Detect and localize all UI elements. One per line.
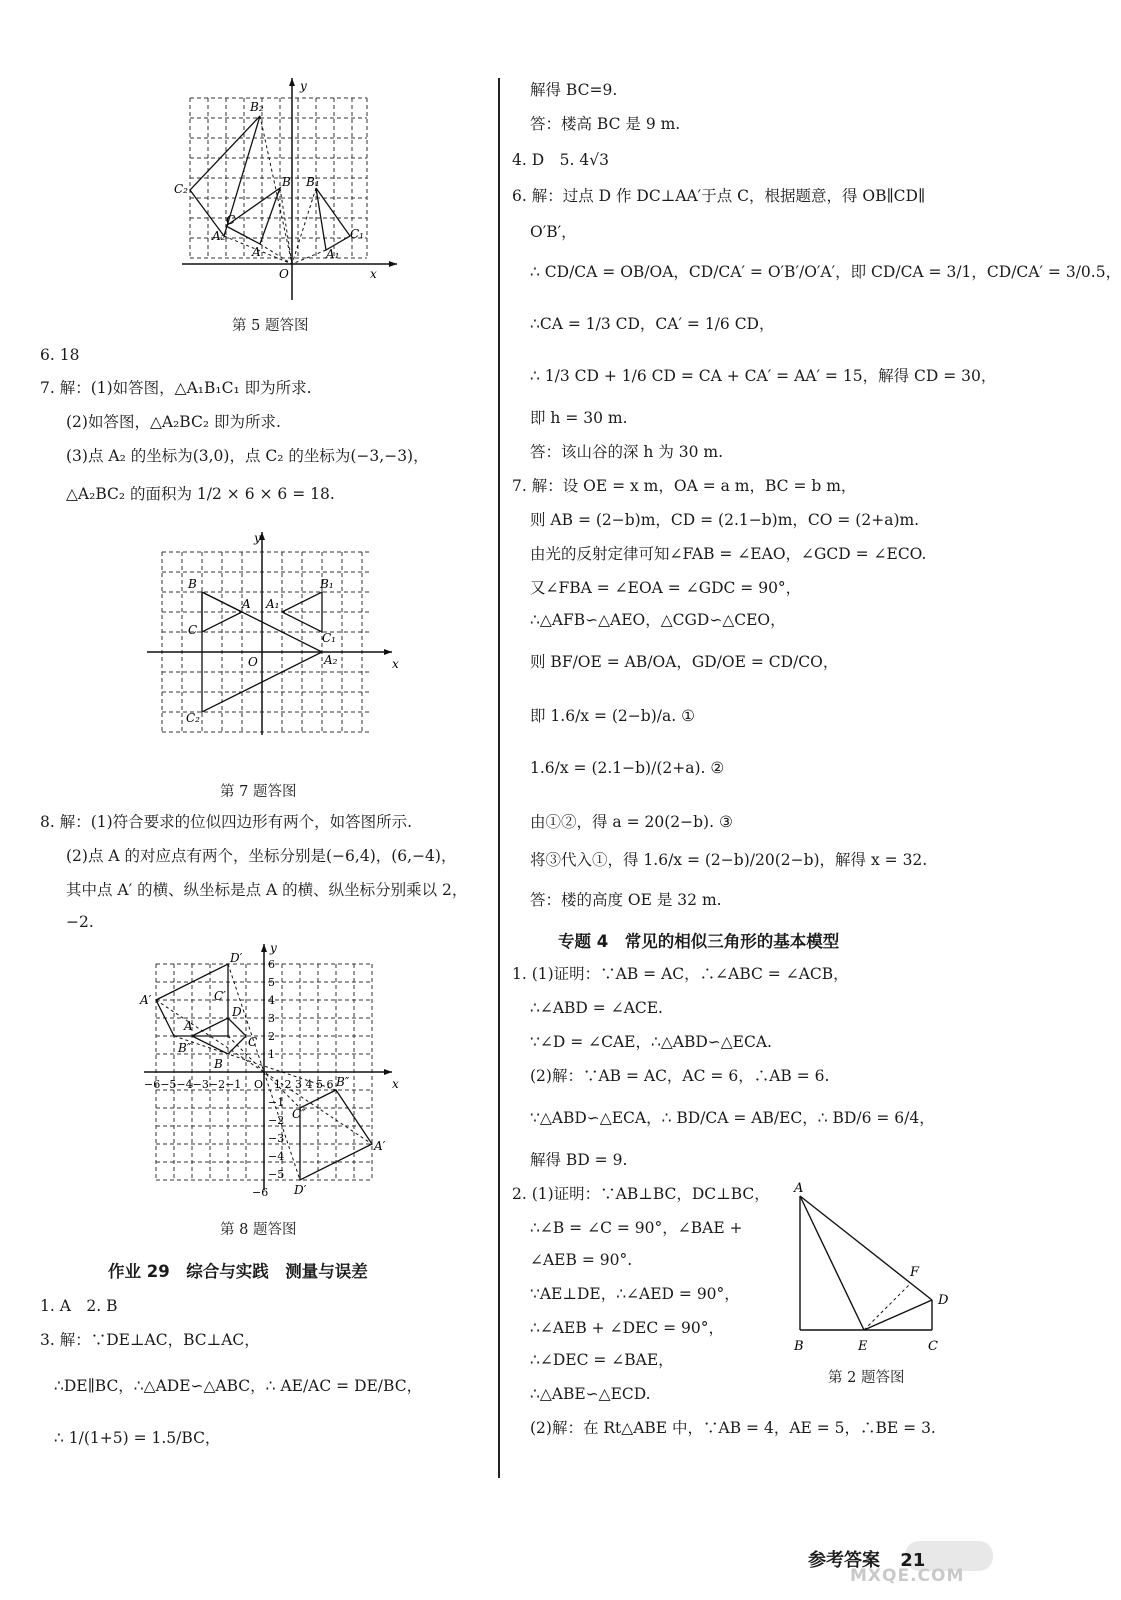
svg-text:D: D — [938, 1293, 949, 1308]
svg-text:x: x — [392, 657, 399, 671]
text-line: (2)解：∵AB = AC，AC = 6，∴AB = 6. — [530, 1067, 830, 1085]
text-line: ∵∠D = ∠CAE，∴△ABD∽△ECA. — [530, 1033, 772, 1051]
svg-text:4: 4 — [268, 994, 275, 1007]
text-line: 7. 解：设 OE = x m，OA = a m，BC = b m， — [512, 477, 857, 495]
svg-text:A₂: A₂ — [324, 653, 338, 667]
text-line: 答：楼高 BC 是 9 m. — [530, 115, 681, 133]
text-line: ∴∠ABD = ∠ACE. — [530, 999, 663, 1017]
svg-text:A₂: A₂ — [212, 229, 226, 243]
hw29-line: ∴ 1/(1+5) = 1.5/BC， — [54, 1429, 221, 1447]
text-line: 由光的反射定律可知∠FAB = ∠EAO，∠GCD = ∠ECO. — [530, 545, 927, 563]
svg-text:A: A — [184, 1019, 193, 1033]
svg-text:C₂: C₂ — [186, 711, 200, 725]
text-line: 2. (1)证明：∵AB⊥BC，DC⊥BC， — [512, 1185, 770, 1203]
svg-text:−5: −5 — [268, 1168, 285, 1181]
svg-text:D: D — [232, 1005, 242, 1019]
svg-text:A′: A′ — [140, 993, 152, 1007]
svg-text:D′: D′ — [294, 1183, 307, 1197]
svg-text:x: x — [392, 1077, 399, 1091]
svg-text:5: 5 — [268, 976, 275, 989]
svg-text:−2: −2 — [268, 1114, 285, 1127]
svg-text:C: C — [188, 623, 198, 637]
answer-7-line: △A₂BC₂ 的面积为 1/2 × 6 × 6 = 18. — [66, 485, 335, 503]
text-line: ∠AEB = 90°. — [530, 1251, 633, 1269]
text-line: 答：楼的高度 OE 是 32 m. — [530, 891, 722, 909]
svg-text:C′: C′ — [214, 989, 226, 1003]
page-number: 21 — [900, 1550, 926, 1571]
homework-29-title: 作业 29 综合与实践 测量与误差 — [108, 1262, 368, 1281]
svg-text:A₁: A₁ — [266, 597, 280, 611]
svg-text:B: B — [188, 577, 197, 591]
svg-text:A₁: A₁ — [326, 247, 340, 261]
text-line: (2)解：在 Rt△ABE 中，∵AB = 4，AE = 5，∴BE = 3. — [530, 1419, 936, 1437]
answer-8-line: (2)点 A 的对应点有两个，坐标分别是(−6,4)，(6,−4)， — [66, 847, 457, 865]
svg-text:y: y — [300, 79, 307, 93]
text-line: 解得 BD = 9. — [530, 1151, 628, 1169]
svg-text:1: 1 — [268, 1048, 275, 1061]
text-line: ∴ 1/3 CD + 1/6 CD = CA + CA′ = AA′ = 15，解得 CD = 30， — [530, 367, 997, 385]
svg-text:3: 3 — [268, 1012, 275, 1025]
text-line: 4. D 5. 4√3 — [512, 151, 609, 169]
figure-5-caption: 第 5 题答图 — [232, 318, 309, 334]
text-line: 1. (1)证明：∵AB = AC，∴∠ABC = ∠ACB， — [512, 965, 849, 983]
hw29-line: 3. 解：∵DE⊥AC，BC⊥AC， — [40, 1331, 260, 1349]
text-line: 1.6/x = (2.1−b)/(2+a). ② — [530, 759, 725, 777]
answer-key-label: 参考答案 — [808, 1550, 880, 1571]
text-line: 将③代入①，得 1.6/x = (2−b)/20(2−b)，解得 x = 32. — [530, 851, 928, 869]
topic-4-title: 专题 4 常见的相似三角形的基本模型 — [558, 932, 840, 951]
figure-7-caption: 第 7 题答图 — [220, 784, 297, 800]
svg-text:D′: D′ — [230, 951, 243, 965]
svg-text:C₁: C₁ — [322, 631, 336, 645]
svg-text:B₁: B₁ — [306, 175, 320, 189]
column-divider — [498, 78, 500, 1478]
text-line: 则 AB = (2−b)m，CD = (2.1−b)m，CO = (2+a)m. — [530, 511, 920, 529]
text-line: ∴∠AEB + ∠DEC = 90°， — [530, 1319, 724, 1337]
text-line: ∵AE⊥DE，∴∠AED = 90°， — [530, 1285, 740, 1303]
svg-text:−3: −3 — [268, 1132, 285, 1145]
svg-text:O: O — [248, 655, 258, 669]
text-line: ∴CA = 1/3 CD，CA′ = 1/6 CD， — [530, 315, 775, 333]
text-line: ∴∠DEC = ∠BAE， — [530, 1351, 674, 1369]
text-line: ∴ CD/CA = OB/OA，CD/CA′ = O′B′/O′A′，即 CD/CA = 3/1，CD/CA′ = 3/0.5， — [530, 263, 1121, 281]
figure-5-grid-diagram — [174, 78, 432, 308]
text-line: 又∠FBA = ∠EOA = ∠GDC = 90°， — [530, 579, 802, 597]
text-line: ∴∠B = ∠C = 90°，∠BAE + — [530, 1219, 743, 1237]
svg-text:1 2 3 4 5 6: 1 2 3 4 5 6 — [274, 1078, 334, 1091]
answer-8-line: 8. 解：(1)符合要求的位似四边形有两个，如答图所示. — [40, 813, 413, 831]
svg-text:x: x — [370, 267, 377, 281]
svg-text:C: C — [248, 1035, 258, 1049]
text-line: ∴△AFB∽△AEO，△CGD∽△CEO， — [530, 611, 786, 629]
hw29-line: 1. A 2. B — [40, 1297, 118, 1315]
svg-text:E: E — [858, 1339, 868, 1354]
svg-text:6: 6 — [268, 958, 275, 971]
svg-text:C₁: C₁ — [350, 227, 364, 241]
figure-8-caption: 第 8 题答图 — [220, 1222, 297, 1238]
text-line: 即 h = 30 m. — [530, 409, 628, 427]
svg-text:C: C — [928, 1339, 938, 1354]
answer-7-line: 7. 解：(1)如答图，△A₁B₁C₁ 即为所求. — [40, 379, 312, 397]
answer-7-line: (3)点 A₂ 的坐标为(3,0)，点 C₂ 的坐标为(−3,−3)， — [66, 447, 429, 465]
svg-text:O: O — [254, 1078, 264, 1091]
svg-text:B″: B″ — [178, 1041, 192, 1055]
text-line: 答：该山谷的深 h 为 30 m. — [530, 443, 724, 461]
svg-text:B: B — [282, 175, 291, 189]
answer-7-line: (2)如答图，△A₂BC₂ 即为所求. — [66, 413, 281, 431]
answer-8-line: 其中点 A′ 的横、纵坐标是点 A 的横、纵坐标分别乘以 2， — [66, 881, 468, 899]
figure-7-grid-diagram — [142, 530, 402, 740]
text-line: O′B′， — [530, 223, 577, 241]
svg-text:y: y — [254, 531, 261, 545]
svg-text:−6−5−4−3−2−1: −6−5−4−3−2−1 — [144, 1078, 242, 1091]
watermark: MXQE.COM — [850, 1566, 965, 1586]
svg-text:C″: C″ — [292, 1107, 306, 1121]
answer-6: 6. 18 — [40, 346, 80, 364]
svg-text:O: O — [279, 267, 289, 281]
svg-text:F: F — [910, 1265, 920, 1280]
svg-text:A: A — [794, 1181, 804, 1196]
svg-text:2: 2 — [268, 1030, 275, 1043]
svg-text:C₂: C₂ — [174, 182, 188, 196]
answer-8-line: −2. — [66, 913, 94, 931]
text-line: 则 BF/OE = AB/OA，GD/OE = CD/CO， — [530, 653, 839, 671]
svg-text:−4: −4 — [268, 1150, 285, 1163]
figure-8-grid-diagram — [134, 942, 404, 1202]
svg-text:B″: B″ — [336, 1075, 350, 1089]
svg-text:−1: −1 — [268, 1096, 285, 1109]
svg-text:A′: A′ — [374, 1139, 386, 1153]
text-line: ∵△ABD∽△ECA，∴ BD/CA = AB/EC，∴ BD/6 = 6/4， — [530, 1109, 935, 1127]
svg-text:−6: −6 — [252, 1186, 269, 1199]
svg-text:B₂: B₂ — [250, 100, 264, 114]
svg-text:A: A — [242, 597, 251, 611]
svg-text:y: y — [270, 941, 277, 955]
figure-2-caption: 第 2 题答图 — [828, 1370, 905, 1386]
hw29-line: ∴DE∥BC，∴△ADE∽△ABC，∴ AE/AC = DE/BC， — [54, 1377, 423, 1395]
svg-text:B₁: B₁ — [320, 577, 334, 591]
figure-2-diagram — [786, 1176, 986, 1356]
text-line: 6. 解：过点 D 作 DC⊥AA′于点 C，根据题意，得 OB∥CD∥ — [512, 187, 926, 205]
text-line: 由①②，得 a = 20(2−b). ③ — [530, 813, 733, 831]
svg-text:B: B — [214, 1057, 223, 1071]
svg-text:C: C — [226, 213, 236, 227]
text-line: 即 1.6/x = (2−b)/a. ① — [530, 707, 695, 725]
svg-text:A: A — [252, 245, 261, 259]
text-line: ∴△ABE∽△ECD. — [530, 1385, 651, 1403]
text-line: 解得 BC=9. — [530, 81, 618, 99]
svg-text:B: B — [794, 1339, 804, 1354]
